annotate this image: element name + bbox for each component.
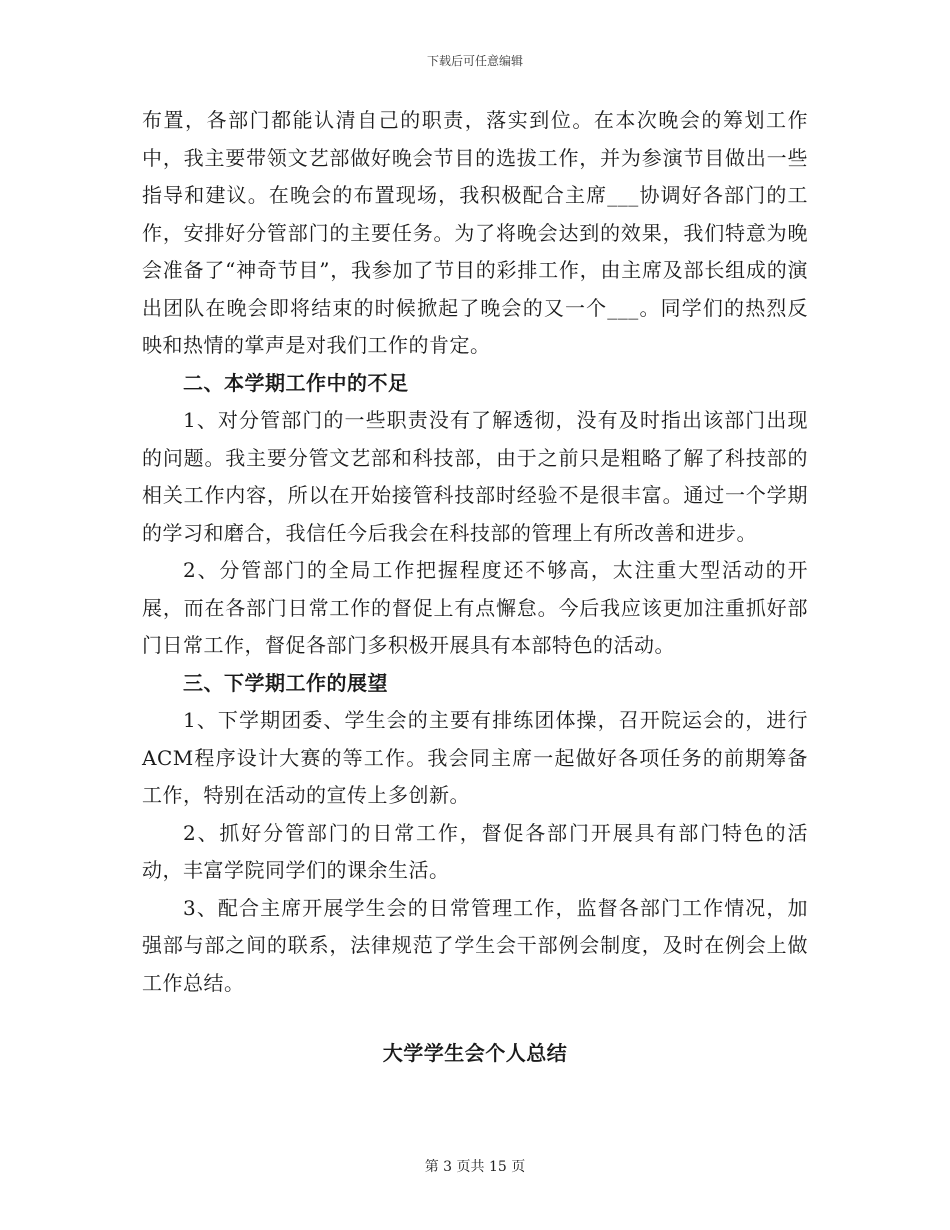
next-document-title: 大学学生会个人总结	[382, 1041, 568, 1065]
section-heading-shortcomings: 二、本学期工作中的不足	[183, 370, 409, 395]
paragraph-outlook-2: 2、抓好分管部门的日常工作，督促各部门开展具有部门特色的活动，丰富学院同学们的课余生活。	[142, 820, 808, 882]
section-heading-outlook: 三、下学期工作的展望	[183, 670, 388, 695]
document-body	[142, 102, 808, 1002]
paragraph-shortcoming-2: 2、分管部门的全局工作把握程度还不够高，太注重大型活动的开展，而在各部门日常工作的督促上有点懈怠。今后我应该更加注重抓好部门日常工作，督促各部门多积极开展具有本部特色的活动。	[142, 558, 808, 657]
paragraph-outlook-1: 1、下学期团委、学生会的主要有排练团体操，召开院运会的，进行ACM程序设计大赛的等工作。我会同主席一起做好各项任务的前期筹备工作，特别在活动的宣传上多创新。	[142, 708, 808, 807]
paragraph-shortcoming-1: 1、对分管部门的一些职责没有了解透彻，没有及时指出该部门出现的问题。我主要分管文艺部和科技部，由于之前只是粗略了解了科技部的相关工作内容，所以在开始接管科技部时经验不是很丰富。通过一个学期的学习和磨合，我信任今后我会在科技部的管理上有所改善和进步。	[142, 408, 808, 545]
page-number-footer: 第 3 页共 15 页	[424, 1159, 526, 1175]
paragraph-outlook-3: 3、配合主席开展学生会的日常管理工作，监督各部门工作情况，加强部与部之间的联系，法律规范了学生会干部例会制度，及时在例会上做工作总结。	[142, 895, 808, 995]
page-header-note: 下载后可任意编辑	[426, 54, 523, 68]
paragraph-continuation: 布置，各部门都能认清自己的职责，落实到位。在本次晚会的筹划工作中，我主要带领文艺部做好晚会节目的选拔工作，并为参演节目做出一些指导和建议。在晚会的布置现场，我积极配合主席___协调好各部门的工作，安排好分管部门的主要任务。为了将晚会达到的效果，我们特意为晚会准备了“神奇节目”，我参加了节目的彩排工作，由主席及部长组成的演出团队在晚会即将结束的时候掀起了晚会的又一个___。同学们的热烈反映和热情的掌声是对我们工作的肯定。	[142, 108, 808, 357]
